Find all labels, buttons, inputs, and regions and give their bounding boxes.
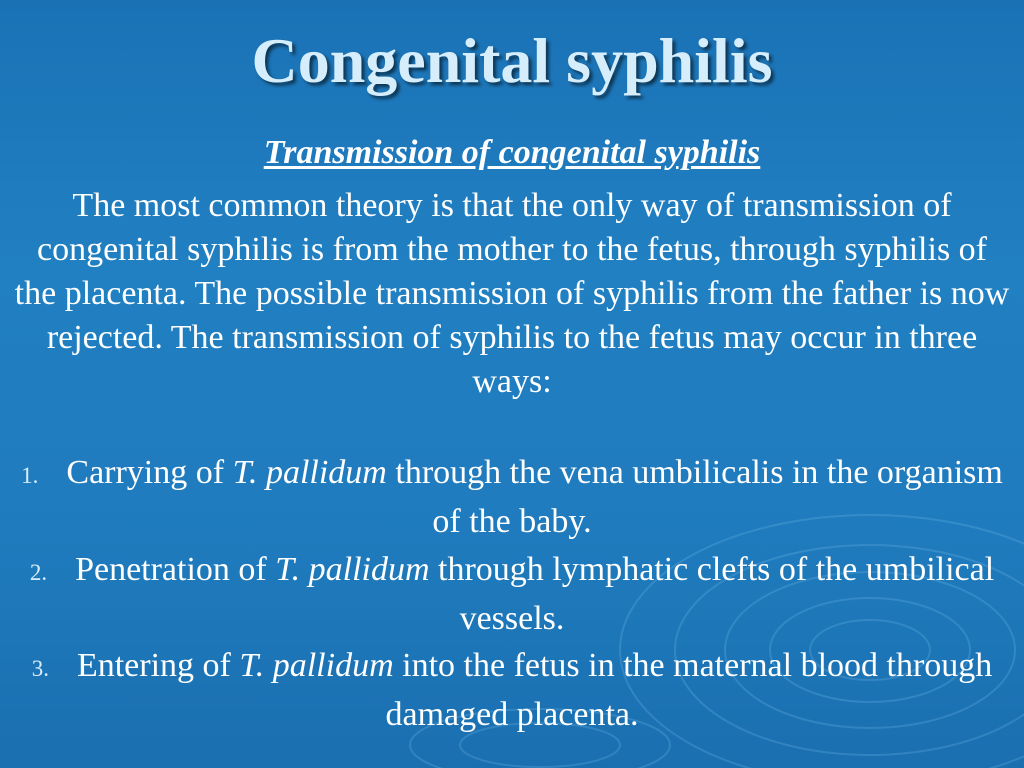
species-name: pallidum <box>272 647 394 684</box>
list-text-before: Entering of <box>76 647 240 684</box>
list-item <box>14 450 1010 545</box>
list-text-after: into the fetus in the maternal blood through damaged placenta. <box>385 647 993 733</box>
slide-subtitle: Transmission of congenital syphilis <box>263 134 761 171</box>
list-item <box>14 547 1010 642</box>
species-name: pallidum <box>265 454 387 491</box>
species-abbr: T. <box>232 454 258 491</box>
list-item <box>14 643 1010 738</box>
species-abbr: T. <box>275 551 301 588</box>
list-number: 3. <box>31 656 49 681</box>
list-number: 1. <box>21 463 39 488</box>
list-number: 2. <box>29 560 48 585</box>
intro-paragraph: The most common theory is that the only way of transmission of congenital syphilis is from the mother to the fetus, through syphilis of the placenta. The possible transmission of syphilis from the father is now rejected. The transmission of syphilis to the fetus may occur in three ways: <box>14 187 1010 400</box>
list-text-before: Penetration of <box>75 551 276 588</box>
slide-title: Congenital syphilis <box>251 25 773 96</box>
list-text-after: through lymphatic clefts of the umbilical vessels. <box>429 551 995 637</box>
list-text-before: Carrying of <box>66 454 233 491</box>
species-abbr: T. <box>239 647 265 684</box>
list-text-after: through the vena umbilicalis in the organism of the baby. <box>386 454 1003 540</box>
species-name: pallidum <box>308 551 430 588</box>
